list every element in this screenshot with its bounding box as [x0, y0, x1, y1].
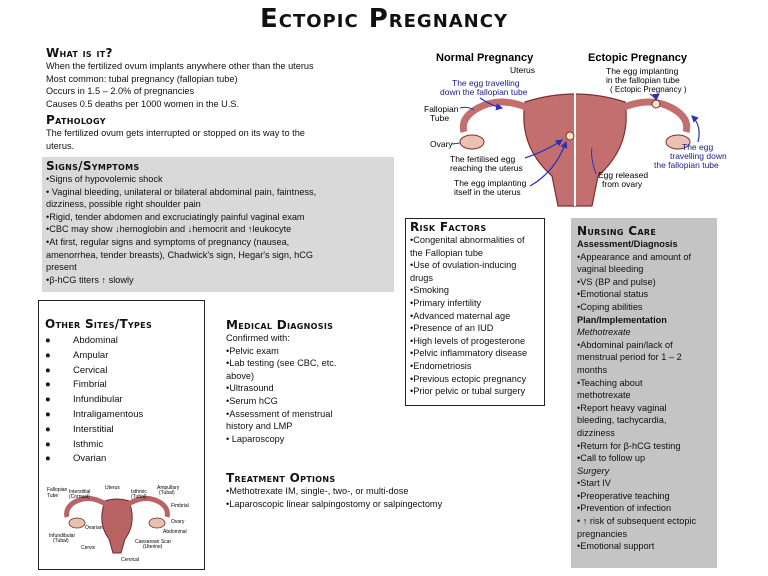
- text-line: dizziness, possible right shoulder pain: [46, 199, 201, 210]
- text-line: •Call to follow up: [577, 453, 646, 464]
- bullet-icon: ●: [45, 408, 51, 420]
- text-line: •Laparoscopic linear salpingostomy or salpingectomy: [226, 498, 443, 509]
- text-line: bleeding, tachycardia,: [577, 415, 667, 426]
- bullet-icon: ●: [45, 394, 51, 406]
- text-line: •At first, regular signs and symptoms of pregnancy (nausea,: [46, 236, 290, 247]
- text-line: •Emotional status: [577, 289, 649, 300]
- text-line: •Previous ectopic pregnancy: [410, 373, 527, 384]
- text-line: Methotrexate: [577, 327, 631, 338]
- egg-travel-2: down the fallopian tube: [440, 87, 528, 97]
- treatment-heading: Treatment Options: [226, 471, 336, 485]
- text-line: •Appearance and amount of: [577, 251, 692, 262]
- tube-label: Tube: [430, 113, 450, 123]
- text-line: •Signs of hypovolemic shock: [46, 174, 163, 184]
- text-line: •Endometriosis: [410, 360, 472, 371]
- text-line: •Methotrexate IM, single-, two-, or multi-dose: [226, 486, 409, 496]
- text-line: The fertilized ovum gets interrupted or stopped on its way to the: [46, 128, 305, 138]
- medical-diagnosis-heading: Medical Diagnosis: [226, 318, 334, 332]
- site-label: Interstitial: [73, 423, 114, 435]
- what-is-it-heading: What is it?: [46, 46, 113, 60]
- text-line: menstrual period for 1 – 2: [577, 352, 682, 363]
- risk-factors-text: [410, 234, 540, 398]
- text-line: •Start IV: [577, 478, 611, 489]
- site-list-item: [45, 452, 198, 467]
- site-list-item: [45, 334, 198, 349]
- page-title: Ectopic Pregnancy: [260, 4, 508, 34]
- site-list-item: [45, 408, 198, 423]
- fig-label-uterus: Uterus: [105, 485, 120, 491]
- fig-label-ovary: Ovary: [171, 519, 185, 525]
- left-ovary: [460, 135, 484, 149]
- site-list-item: [45, 423, 198, 438]
- signs-heading: Signs/Symptoms: [46, 159, 140, 173]
- ectopic-sites-figure: [45, 483, 195, 563]
- text-line: •Serum hCG: [226, 395, 278, 406]
- site-label: Ovarian: [73, 453, 107, 465]
- bullet-icon: ●: [45, 453, 51, 465]
- text-line: Surgery: [577, 465, 610, 476]
- text-line: vaginal bleeding: [577, 264, 644, 275]
- site-label: Intraligamentous: [73, 408, 144, 420]
- implanted-egg: [566, 132, 574, 140]
- fig-label-isthmic: Isthmic: [131, 489, 147, 495]
- normal-vs-ectopic-diagram: [420, 46, 730, 214]
- treatment-text: [226, 485, 516, 510]
- implanting-1: The egg implanting: [606, 66, 679, 76]
- ect-travel-3: the fallopian tube: [654, 160, 719, 170]
- text-line: •Prior pelvic or tubal surgery: [410, 386, 526, 397]
- site-label: Infundibular: [73, 394, 123, 406]
- medical-diagnosis-text: [226, 332, 396, 445]
- text-line: drugs: [410, 272, 433, 283]
- text-line: •CBC may show ↓hemoglobin and ↓hemocrit and ↑leukocyte: [46, 224, 292, 235]
- other-sites-list: [45, 334, 198, 467]
- text-line: Confirmed with:: [226, 333, 290, 343]
- text-line: • ↑ risk of subsequent ectopic: [577, 516, 697, 527]
- text-line: • Vaginal bleeding, unilateral or bilateral abdominal pain, faintness,: [46, 186, 317, 197]
- nursing-care-box: [571, 218, 717, 568]
- released-2: from ovary: [602, 179, 643, 189]
- fig-label-abdominal: Abdominal: [163, 529, 187, 535]
- fig-label-infundibular-tubal: (Tubal): [53, 538, 69, 544]
- nursing-care-text: [577, 238, 711, 553]
- text-line: •Preoperative teaching: [577, 490, 670, 501]
- ovary-label: Ovary: [430, 139, 453, 149]
- text-line: •β-hCG titers ↑ slowly: [46, 274, 134, 285]
- site-label: Fimbrial: [73, 379, 107, 391]
- text-line: uterus.: [46, 140, 75, 151]
- text-line: •Emotional support: [577, 541, 655, 552]
- implant-uterus-1: The egg implanting: [454, 178, 527, 188]
- fig-label-fallopian: Fallopian: [47, 487, 68, 493]
- text-line: •Rigid, tender abdomen and excruciatingly painful vaginal exam: [46, 211, 305, 222]
- text-line: Assessment/Diagnosis: [577, 239, 678, 249]
- implant-uterus-2: itself in the uterus: [454, 187, 521, 197]
- fallopian-label: Fallopian: [424, 104, 459, 114]
- text-line: •VS (BP and pulse): [577, 276, 656, 287]
- fig-label-fimbrial: Fimbrial: [171, 503, 189, 509]
- text-line: present: [46, 262, 77, 273]
- other-sites-heading: Other Sites/Types: [45, 317, 153, 331]
- pathology-heading: Pathology: [46, 113, 106, 127]
- text-line: •Return for β-hCG testing: [577, 440, 681, 451]
- released-1: Egg released: [598, 170, 649, 180]
- text-line: •Presence of an IUD: [410, 323, 494, 334]
- risk-factors-box: [405, 218, 545, 406]
- fig-label-cervical: Cervical: [121, 557, 140, 563]
- bullet-icon: ●: [45, 364, 51, 376]
- fig-label-interstitial: Interstitial: [69, 489, 91, 495]
- diagram-uterus-label: Uterus: [510, 65, 536, 75]
- site-list-item: [45, 438, 198, 453]
- pathology-text: [46, 127, 376, 152]
- text-line: pregnancies: [577, 528, 628, 539]
- bullet-icon: ●: [45, 423, 51, 435]
- bullet-icon: ●: [45, 438, 51, 450]
- fertilised-1: The fertilised egg: [450, 154, 516, 164]
- text-line: •Teaching about: [577, 377, 643, 388]
- text-line: • Laparoscopy: [226, 433, 285, 444]
- fertilised-2: reaching the uterus: [450, 163, 523, 173]
- fig-label-ovarian: Ovarian: [85, 525, 103, 531]
- text-line: •Assessment of menstrual: [226, 408, 333, 419]
- bullet-icon: ●: [45, 349, 51, 361]
- treatment-section: [226, 471, 516, 510]
- site-list-item: [45, 393, 198, 408]
- fig-label-isthmic-tubal: (Tubal): [131, 494, 147, 500]
- text-line: •Coping abilities: [577, 301, 643, 312]
- text-line: amenorrhea, tender breasts), Chadwick's sign, Hegar's sign, hCG: [46, 249, 314, 260]
- fig-label-ampullary-tubal: (Tubal): [159, 490, 175, 496]
- text-line: the Fallopian tube: [410, 247, 484, 258]
- text-line: dizziness: [577, 427, 615, 438]
- signs-text: [46, 173, 390, 286]
- site-label: Ampular: [73, 349, 109, 361]
- medical-diagnosis-section: [226, 318, 396, 445]
- text-line: When the fertilized ovum implants anywhere other than the uterus: [46, 61, 314, 71]
- ectopic-title: Ectopic Pregnancy: [588, 52, 688, 64]
- text-line: •Advanced maternal age: [410, 310, 511, 321]
- fig-label-cesarean2: (Uterine): [143, 544, 163, 550]
- pathology-section: [46, 113, 376, 152]
- text-line: •Primary infertility: [410, 297, 482, 308]
- what-is-it-section: [46, 46, 376, 110]
- fig-label-tube: Tube: [47, 493, 59, 499]
- text-line: methotrexate: [577, 390, 631, 401]
- text-line: above): [226, 370, 255, 381]
- ect-travel-1: The egg: [682, 142, 714, 152]
- text-line: •Lab testing (see CBC, etc.: [226, 358, 337, 369]
- text-line: •Pelvic inflammatory disease: [410, 348, 528, 359]
- text-line: •Report heavy vaginal: [577, 402, 667, 413]
- text-line: •Congenital abnormalities of: [410, 235, 525, 245]
- site-label: Isthmic: [73, 438, 104, 450]
- text-line: months: [577, 364, 608, 375]
- text-line: Occurs in 1.5 – 2.0% of pregnancies: [46, 86, 195, 97]
- normal-title: Normal Pregnancy: [436, 52, 534, 64]
- fig-label-infundibular: Infundibular: [49, 533, 76, 539]
- site-label: Abdominal: [73, 335, 118, 346]
- implanting-2: in the fallopian tube: [606, 75, 680, 85]
- bullet-icon: ●: [45, 335, 51, 346]
- egg-travel-1: The egg travelling: [452, 78, 520, 88]
- bullet-icon: ●: [45, 379, 51, 391]
- other-sites-box: [38, 300, 205, 570]
- arrow-ect-travel: [692, 116, 699, 142]
- text-line: history and LMP: [226, 421, 293, 432]
- fig-label-cesarean: Caesarean Scar: [135, 539, 172, 545]
- ect-travel-2: travelling down: [670, 151, 727, 161]
- text-line: •Use of ovulation-inducing: [410, 260, 517, 271]
- nursing-care-heading: Nursing Care: [577, 224, 657, 238]
- site-list-item: [45, 349, 198, 364]
- text-line: •Pelvic exam: [226, 345, 279, 356]
- fig-label-cervix: Cervix: [81, 545, 96, 551]
- text-line: •High levels of progesterone: [410, 335, 526, 346]
- text-line: Causes 0.5 deaths per 1000 women in the U.S.: [46, 98, 240, 109]
- text-line: Plan/Implementation: [577, 314, 667, 325]
- what-is-it-text: [46, 60, 376, 110]
- text-line: •Prevention of infection: [577, 503, 672, 514]
- site-list-item: [45, 378, 198, 393]
- text-line: •Abdominal pain/lack of: [577, 339, 673, 350]
- site-label: Cervical: [73, 364, 108, 376]
- implanting-3: ( Ectopic Pregnancy ): [610, 85, 687, 94]
- signs-symptoms-box: [42, 157, 394, 292]
- text-line: Most common: tubal pregnancy (fallopian tube): [46, 73, 238, 84]
- fig-label-cornual: (Cornual): [69, 494, 90, 500]
- site-list-item: [45, 364, 198, 379]
- arrow-ovary: [452, 143, 460, 144]
- text-line: •Smoking: [410, 285, 449, 296]
- text-line: •Ultrasound: [226, 383, 274, 394]
- risk-factors-heading: Risk Factors: [410, 220, 487, 234]
- ectopic-egg: [652, 100, 660, 108]
- fig-label-ampullary: Ampullary: [157, 485, 180, 491]
